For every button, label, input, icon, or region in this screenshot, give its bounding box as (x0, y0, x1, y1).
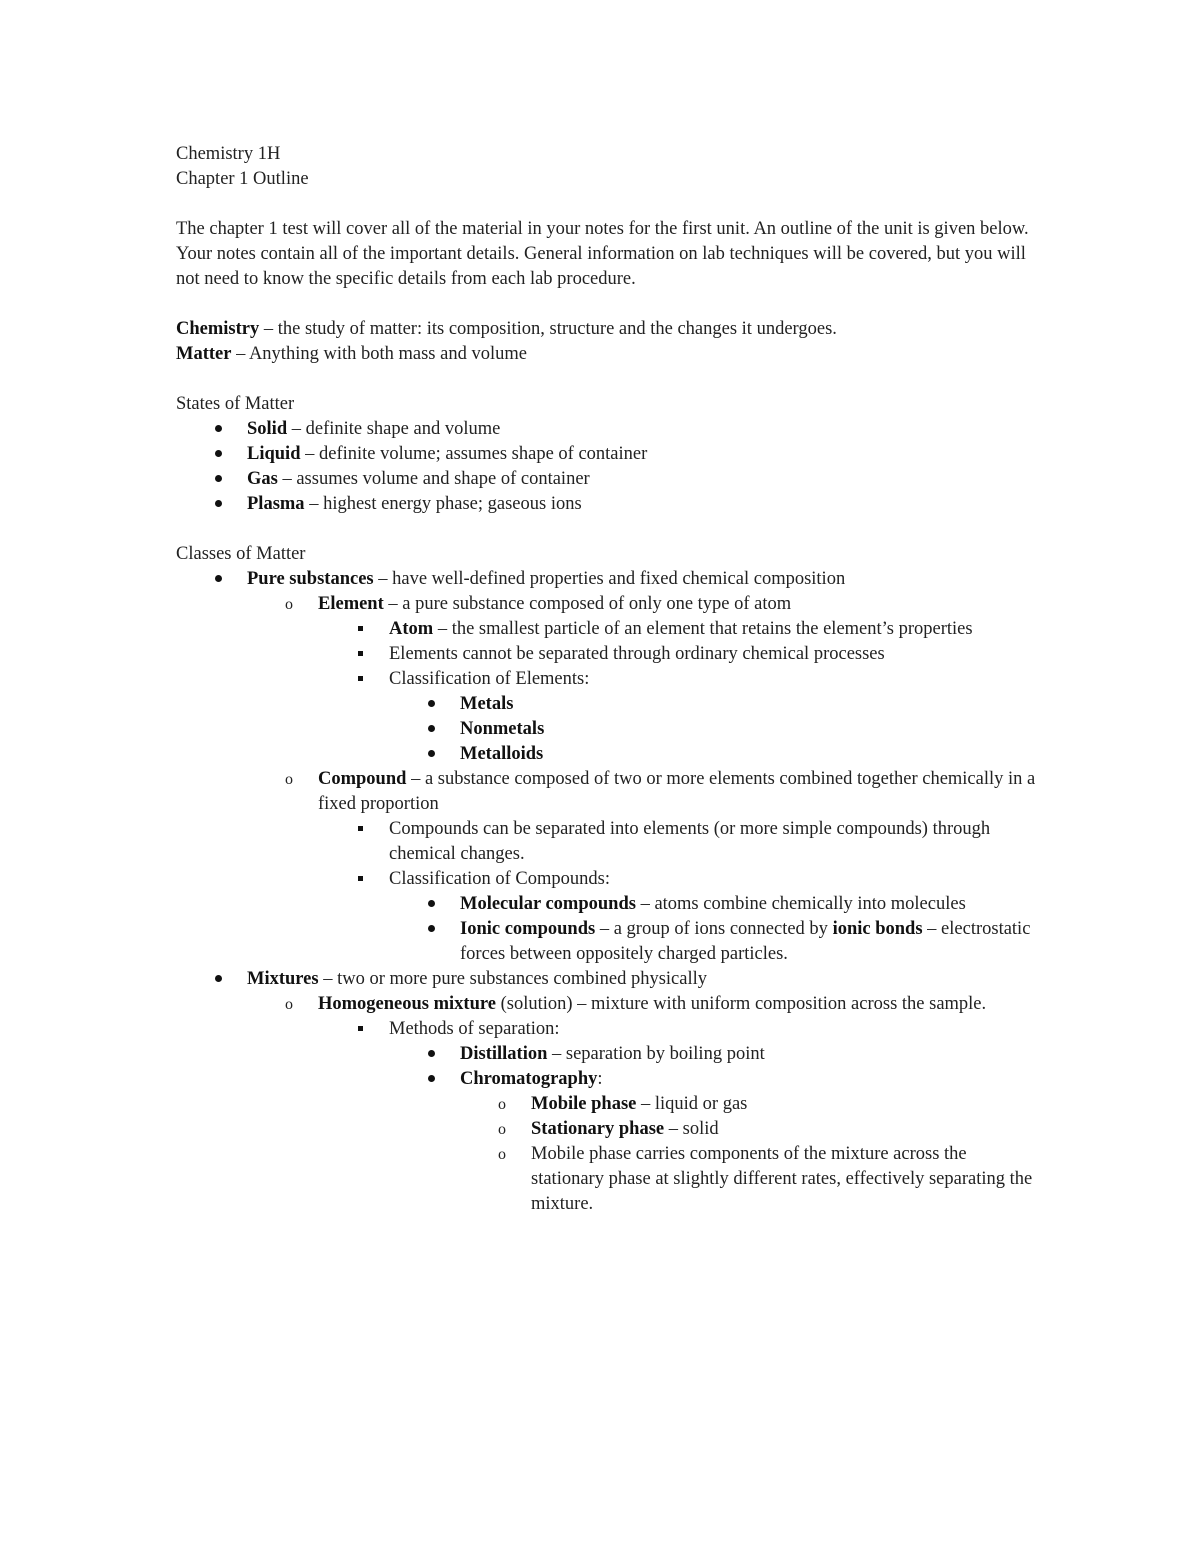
list-item: Compounds can be separated into elements (or more simple compounds) through chemical changes. (318, 817, 1036, 867)
bullet-icon (421, 1067, 441, 1092)
list-item: Plasma – highest energy phase; gaseous ions (176, 492, 1036, 517)
list-item: Molecular compounds – atoms combine chemically into molecules (389, 892, 1036, 917)
circle-bullet-icon: o (285, 771, 293, 788)
list-item-pure-substances: Pure substances – have well-defined properties and fixed chemical composition o Element – a pure substance composed of only one type of atom Atom – the smallest particle of an element that retains the element’s properties Elements cannot be separated through ordinary chemical processes Classification of Elements: Metals Nonmetals Metalloids o Compound – a substance composed of two or more elements combined together chemically in a fixed proportion Compounds can be separated into elements (or more simple compounds) through chemical changes. Classification of Compounds: Molecular compounds – atoms combine chemically into molecules Ionic compounds – a group of ions connected by ionic bonds – electrostatic forces between oppositely charged particles. (176, 567, 1036, 967)
circle-bullet-icon: o (285, 996, 293, 1013)
square-bullet-icon (350, 667, 370, 692)
list-item-mixtures: Mixtures – two or more pure substances combined physically o Homogeneous mixture (solution) – mixture with uniform composition across the sample. Methods of separation: Distillation – separation by boiling point Chromatography: o Mobile phase – liquid or gas o Stationary phase – solid o Mobile phase carries components of the mixture across the stationary phase at slightly different rates, effectively separating the mixture. (176, 967, 1036, 1217)
chapter-title: Chapter 1 Outline (176, 169, 309, 189)
list-item: Metalloids (389, 742, 1036, 767)
classes-list (176, 567, 1036, 1217)
classes-heading: Classes of Matter (176, 544, 306, 564)
intro-paragraph: The chapter 1 test will cover all of the material in your notes for the first unit. An outline of the unit is given below. Your notes contain all of the important details. General information on lab techniques will be covered, but you will not need to know the specific details from each lab procedure. (176, 219, 1029, 289)
list-item: o Mobile phase – liquid or gas (460, 1092, 1036, 1117)
list-item-atom: Atom – the smallest particle of an element that retains the element’s properties (318, 617, 1036, 642)
list-item: Classification of Elements: Metals Nonmetals Metalloids (318, 667, 1036, 767)
list-item: Solid – definite shape and volume (176, 417, 1036, 442)
definition-matter: Matter – Anything with both mass and volume (176, 344, 527, 364)
bullet-icon (421, 892, 441, 917)
square-bullet-icon (350, 817, 370, 842)
list-item: Metals (389, 692, 1036, 717)
square-bullet-icon (350, 867, 370, 892)
circle-bullet-icon: o (285, 596, 293, 613)
document-page (176, 142, 1036, 1217)
bullet-icon (208, 492, 228, 517)
square-bullet-icon (350, 642, 370, 667)
square-bullet-icon (350, 1017, 370, 1042)
list-item: Gas – assumes volume and shape of container (176, 467, 1036, 492)
bullet-icon (208, 442, 228, 467)
list-item: Distillation – separation by boiling point (389, 1042, 1036, 1067)
list-item: Methods of separation: Distillation – separation by boiling point Chromatography: o Mobile phase – liquid or gas o Stationary phase – solid o Mobile phase carries components of the mixture across the stationary phase at slightly different rates, effectively separating the mixture. (318, 1017, 1036, 1217)
list-item: o Stationary phase – solid (460, 1117, 1036, 1142)
bullet-icon (421, 692, 441, 717)
list-item: Classification of Compounds: Molecular compounds – atoms combine chemically into molecules Ionic compounds – a group of ions connected by ionic bonds – electrostatic forces between oppositely charged particles. (318, 867, 1036, 967)
course-title: Chemistry 1H (176, 144, 281, 164)
bullet-icon (421, 717, 441, 742)
bullet-icon (421, 1042, 441, 1067)
list-item: Ionic compounds – a group of ions connected by ionic bonds – electrostatic forces between oppositely charged particles. (389, 917, 1036, 967)
bullet-icon (421, 742, 441, 767)
list-item-compound: o Compound – a substance composed of two or more elements combined together chemically in a fixed proportion Compounds can be separated into elements (or more simple compounds) through chemical changes. Classification of Compounds: Molecular compounds – atoms combine chemically into molecules Ionic compounds – a group of ions connected by ionic bonds – electrostatic forces between oppositely charged particles. (247, 767, 1036, 967)
circle-bullet-icon: o (498, 1096, 506, 1113)
list-item-element: o Element – a pure substance composed of only one type of atom Atom – the smallest particle of an element that retains the element’s properties Elements cannot be separated through ordinary chemical processes Classification of Elements: Metals Nonmetals Metalloids (247, 592, 1036, 767)
definition-chemistry: Chemistry – the study of matter: its composition, structure and the changes it undergoes. (176, 319, 837, 339)
bullet-icon (208, 967, 228, 992)
circle-bullet-icon: o (498, 1146, 506, 1163)
bullet-icon (208, 417, 228, 442)
bullet-icon (421, 917, 441, 942)
states-list (176, 417, 1036, 517)
states-heading: States of Matter (176, 394, 295, 414)
list-item: Liquid – definite volume; assumes shape of container (176, 442, 1036, 467)
list-item-homogeneous: o Homogeneous mixture (solution) – mixture with uniform composition across the sample. Methods of separation: Distillation – separation by boiling point Chromatography: o Mobile phase – liquid or gas o Stationary phase – solid o Mobile phase carries components of the mixture across the stationary phase at slightly different rates, effectively separating the mixture. (247, 992, 1036, 1217)
list-item: Elements cannot be separated through ordinary chemical processes (318, 642, 1036, 667)
bullet-icon (208, 467, 228, 492)
square-bullet-icon (350, 617, 370, 642)
list-item: Chromatography: o Mobile phase – liquid or gas o Stationary phase – solid o Mobile phase carries components of the mixture across the stationary phase at slightly different rates, effectively separating the mixture. (389, 1067, 1036, 1217)
circle-bullet-icon: o (498, 1121, 506, 1138)
bullet-icon (208, 567, 228, 592)
list-item: Nonmetals (389, 717, 1036, 742)
list-item: o Mobile phase carries components of the mixture across the stationary phase at slightly different rates, effectively separating the mixture. (460, 1142, 1036, 1217)
